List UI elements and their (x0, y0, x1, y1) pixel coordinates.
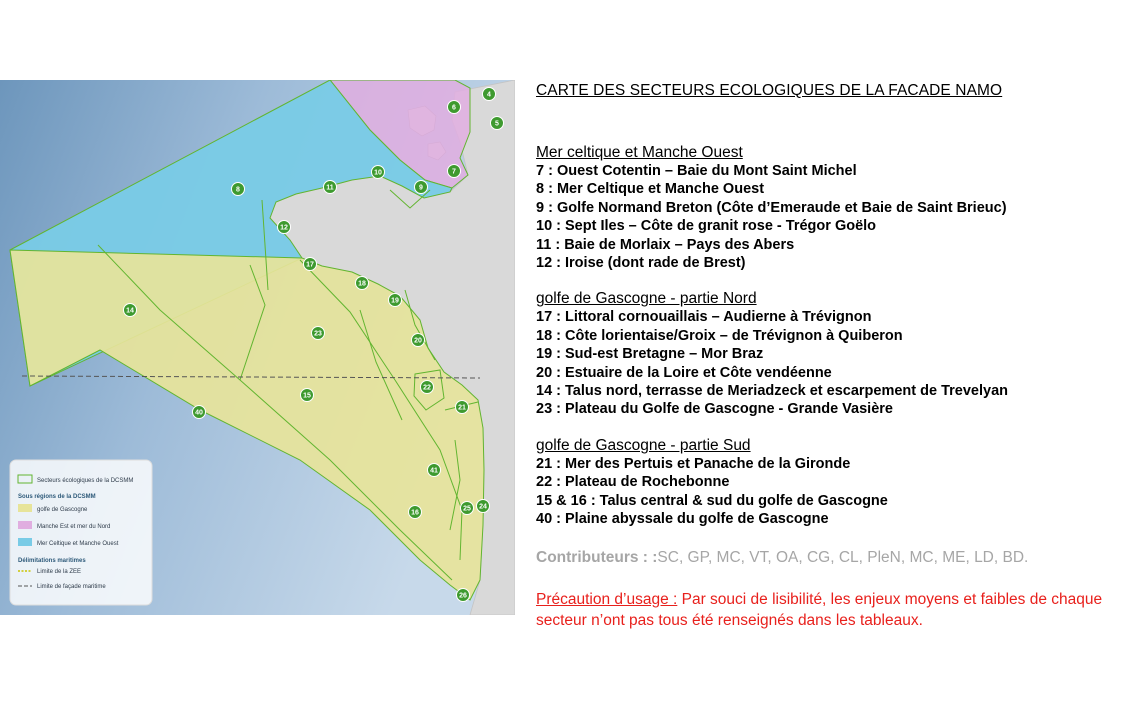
ecological-sectors-map (0, 80, 515, 615)
marker-label: 5 (495, 120, 499, 128)
marker-label: 10 (374, 169, 382, 177)
marker-label: 14 (126, 307, 134, 315)
list-item: 11 : Baie de Morlaix – Pays des Abers (536, 236, 795, 253)
precaution-label: Précaution d’usage : (536, 590, 678, 608)
marker-label: 15 (303, 392, 311, 400)
marker-label: 25 (463, 505, 471, 513)
contributors-names: SC, GP, MC, VT, OA, CG, CL, PleN, MC, ME, LD, BD. (657, 548, 1029, 566)
marker-label: 19 (391, 297, 399, 305)
list-item: 10 : Sept Iles – Côte de granit rose - Trégor Goëlo (536, 218, 877, 235)
marker-label: 41 (430, 467, 438, 475)
sector-marker-16 (409, 506, 422, 519)
list-item: 23 : Plateau du Golfe de Gascogne - Grande Vasière (536, 401, 893, 418)
marker-label: 18 (358, 280, 366, 288)
legend-swatch-manche-est (18, 521, 32, 529)
marker-label: 9 (419, 184, 423, 192)
legend-swatch-celtique (18, 538, 32, 546)
sector-marker-19 (389, 294, 402, 307)
precaution-text: Par souci de lisibilité, les enjeux moyens et faibles de chaque secteur n’ont pas tous été renseignés dans les tableaux. (536, 590, 1103, 629)
marker-label: 26 (459, 592, 467, 600)
sector-marker-24 (477, 500, 490, 513)
list-item: 9 : Golfe Normand Breton (Côte d’Emeraude et Baie de Saint Brieuc) (536, 199, 1007, 216)
list-item: 18 : Côte lorientaise/Groix – de Trévignon à Quiberon (536, 327, 903, 344)
list-item: 19 : Sud-est Bretagne – Mor Braz (536, 346, 764, 363)
sector-marker-26 (457, 589, 470, 602)
sector-marker-8 (232, 183, 245, 196)
list-item: 14 : Talus nord, terrasse de Meriadzeck et escarpement de Trevelyan (536, 383, 1009, 400)
sector-marker-23 (312, 327, 325, 340)
legend-subregions-title: Sous régions de la DCSMM (18, 494, 96, 500)
marker-label: 20 (414, 337, 422, 345)
sector-marker-11 (324, 181, 337, 194)
marker-label: 6 (452, 104, 456, 112)
marker-label: 24 (479, 503, 487, 511)
marker-label: 4 (487, 91, 491, 99)
sector-marker-10 (372, 166, 385, 179)
sector-marker-25 (461, 502, 474, 515)
list-item: 40 : Plaine abyssale du golfe de Gascogne (536, 511, 829, 528)
marker-label: 40 (195, 409, 203, 417)
sector-marker-4 (483, 88, 496, 101)
legend-swatch-gascogne (18, 504, 32, 512)
sector-marker-7 (448, 165, 461, 178)
sectors-description-panel (536, 82, 1126, 631)
list-item: 21 : Mer des Pertuis et Panache de la Gironde (536, 455, 851, 472)
map-legend (10, 460, 152, 605)
sector-marker-22 (421, 381, 434, 394)
sector-marker-15 (301, 389, 314, 402)
sector-marker-17 (304, 258, 317, 271)
sector-marker-14 (124, 304, 137, 317)
marker-label: 22 (423, 384, 431, 392)
marker-label: 12 (280, 224, 288, 232)
list-item: 15 & 16 : Talus central & sud du golfe de Gascogne (536, 492, 888, 509)
list-item: 20 : Estuaire de la Loire et Côte vendéenne (536, 364, 832, 381)
legend-zee: Limite de la ZEE (37, 569, 82, 575)
group-gascogne-sud (536, 437, 1126, 529)
legend-celtique: Mer Celtique et Manche Ouest (37, 541, 119, 547)
sector-marker-40 (193, 406, 206, 419)
sector-marker-12 (278, 221, 291, 234)
sector-marker-20 (412, 334, 425, 347)
marker-label: 11 (326, 184, 334, 192)
sector-marker-41 (428, 464, 441, 477)
legend-facade: Limite de façade maritime (37, 584, 106, 590)
list-item: 8 : Mer Celtique et Manche Ouest (536, 181, 765, 198)
list-item: 12 : Iroise (dont rade de Brest) (536, 255, 746, 272)
sector-marker-6 (448, 101, 461, 114)
list-item: 17 : Littoral cornouaillais – Audierne à Trévignon (536, 309, 872, 326)
map-canvas (0, 80, 515, 615)
list-item: 22 : Plateau de Rochebonne (536, 474, 730, 491)
legend-manche-est: Manche Est et mer du Nord (37, 524, 111, 530)
marker-label: 7 (452, 168, 456, 176)
page-title: CARTE DES SECTEURS ECOLOGIQUES DE LA FACADE NAMO (536, 82, 1003, 99)
legend-gascogne: golfe de Gascogne (37, 507, 88, 513)
contributors-label: Contributeurs : : (536, 548, 658, 566)
marker-label: 8 (236, 186, 240, 194)
group-gascogne-nord (536, 290, 1126, 418)
group-mer-celtique (536, 144, 1126, 272)
group-title: golfe de Gascogne - partie Sud (536, 436, 751, 454)
sector-marker-18 (356, 277, 369, 290)
precaution-note (536, 589, 1126, 631)
legend-sectors: Secteurs écologiques de la DCSMM (37, 478, 134, 484)
sector-marker-9 (415, 181, 428, 194)
marker-label: 23 (314, 330, 322, 338)
group-title: Mer celtique et Manche Ouest (536, 144, 743, 161)
marker-label: 21 (458, 404, 466, 412)
legend-limits-title: Délimitations maritimes (18, 558, 86, 564)
list-item: 7 : Ouest Cotentin – Baie du Mont Saint Michel (536, 163, 857, 179)
marker-label: 17 (306, 261, 314, 269)
contributors (536, 549, 1126, 567)
sector-marker-5 (491, 117, 504, 130)
marker-label: 16 (411, 509, 419, 517)
group-title: golfe de Gascogne - partie Nord (536, 290, 757, 308)
sector-marker-21 (456, 401, 469, 414)
